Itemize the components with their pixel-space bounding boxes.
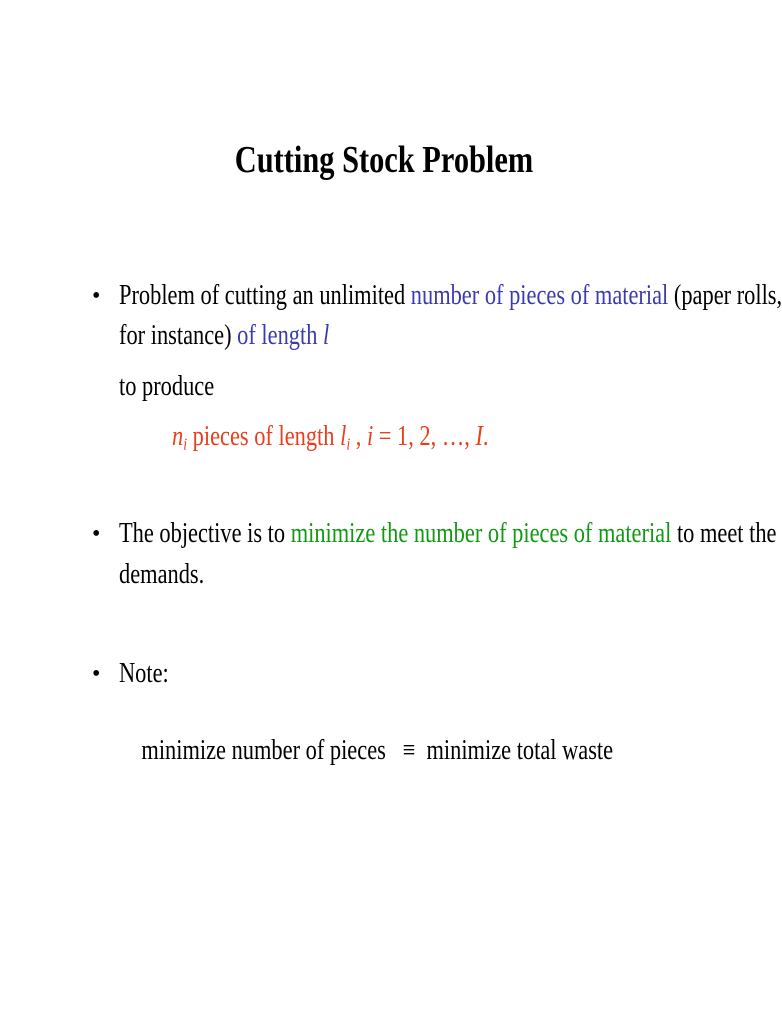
bullet-1-marker: • [92,283,101,309]
b2-text-2: demands. [119,559,205,590]
slide-title: Cutting Stock Problem [234,139,534,181]
bullet-2-marker: • [92,521,101,547]
b1-highlight-length: of length l [237,320,330,351]
bullet-3-marker: • [92,661,101,687]
bullet-1-line-2 [119,322,329,350]
bullet-1-line-1 [119,282,782,310]
bullet-3-line-2 [119,709,613,793]
demand-formula: $n_i$ pieces of length $l_i$ , i = 1, 2, …, I. [172,421,489,454]
b3-equivalence: minimize number of pieces ≡ minimize total waste [141,735,614,766]
bullet-2-line-2 [119,561,204,589]
bullet-3-line-1 [119,660,169,688]
b1-text-1: Problem of cutting an unlimited [119,280,411,311]
b3-text-1: Note: [119,658,169,689]
b1-text-2: for instance) [119,320,238,351]
b1-text-3: to produce [119,371,215,402]
b1-highlight-pieces: number of pieces of material [410,280,669,311]
b2-text-1-end: to meet the [671,518,777,549]
b2-text-1: The objective is to [119,518,291,549]
b2-highlight-objective: minimize the number of pieces of material [290,518,672,549]
bullet-2-line-1 [119,520,776,548]
bullet-1-line-3 [119,373,214,401]
b1-text-1-end: (paper rolls, [668,280,782,311]
